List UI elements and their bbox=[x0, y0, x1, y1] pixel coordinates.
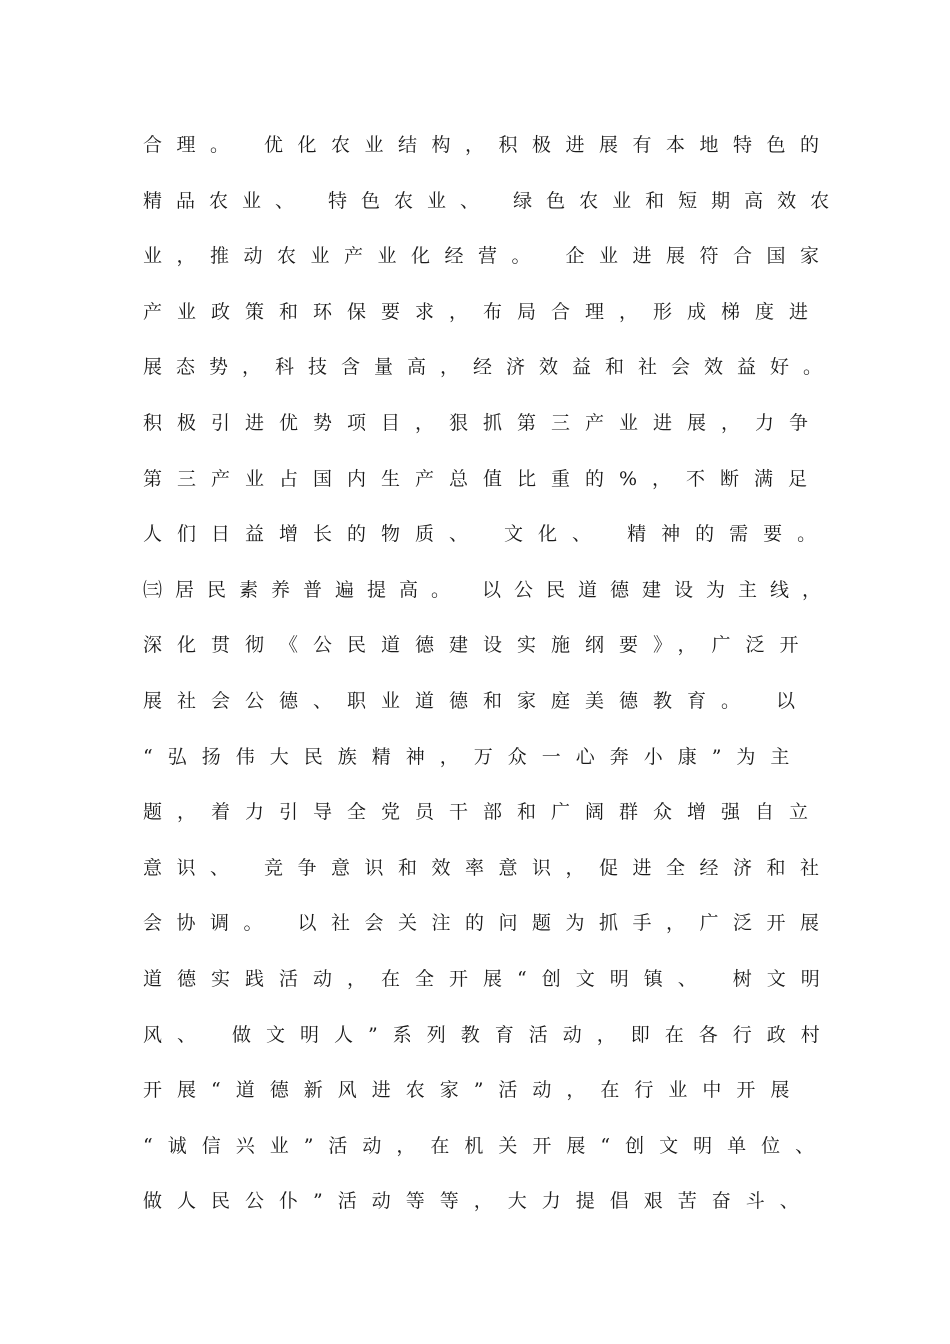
text-line: 合理。 优化农业结构，积极进展有本地特色的 bbox=[143, 134, 834, 156]
section-heading-line: ㈢居民素养普遍提高。 以公民道德建设为主线， bbox=[143, 578, 835, 601]
text-line: 风、 做文明人”系列教育活动，即在各行政村 bbox=[143, 1023, 835, 1046]
text-line: “弘扬伟大民族精神，万众一心奔小康”为主 bbox=[143, 745, 805, 768]
text-line: 积极引进优势项目，狠抓第三产业进展，力争 bbox=[143, 411, 824, 434]
text-line: 业，推动农业产业化经营。 企业进展符合国家 bbox=[143, 245, 834, 268]
text-line: “诚信兴业”活动，在机关开展“创文明单位、 bbox=[143, 1134, 830, 1157]
text-line: 第三产业占国内生产总值比重的%，不断满足 bbox=[143, 467, 823, 490]
body-text bbox=[143, 125, 843, 1237]
text-line: 展社会公德、职业道德和家庭美德教育。 以 bbox=[143, 689, 811, 712]
text-line: 题，着力引导全党员干部和广阔群众增强自立 bbox=[143, 801, 824, 824]
text-line: 会协调。 以社会关注的问题为抓手，广泛开展 bbox=[143, 912, 834, 935]
text-line: 人们日益增长的物质、 文化、 精神的需要。 bbox=[143, 523, 832, 546]
text-line: 展态势，科技含量高，经济效益和社会效益好。 bbox=[143, 356, 837, 379]
text-line: 精品农业、 特色农业、 绿色农业和短期高效农 bbox=[143, 189, 844, 212]
text-line: 开展“道德新风进农家”活动，在行业中开展 bbox=[143, 1079, 805, 1102]
text-line: 做人民公仆”活动等等，大力提倡艰苦奋斗、 bbox=[143, 1190, 814, 1213]
text-line: 产业政策和环保要求，布局合理，形成梯度进 bbox=[143, 300, 824, 323]
text-line: 意识、 竞争意识和效率意识，促进全经济和社 bbox=[143, 856, 834, 879]
text-line: 深化贯彻《公民道德建设实施纲要》，广泛开 bbox=[143, 634, 814, 657]
text-line: 道德实践活动，在全开展“创文明镇、 树文明 bbox=[143, 967, 835, 990]
